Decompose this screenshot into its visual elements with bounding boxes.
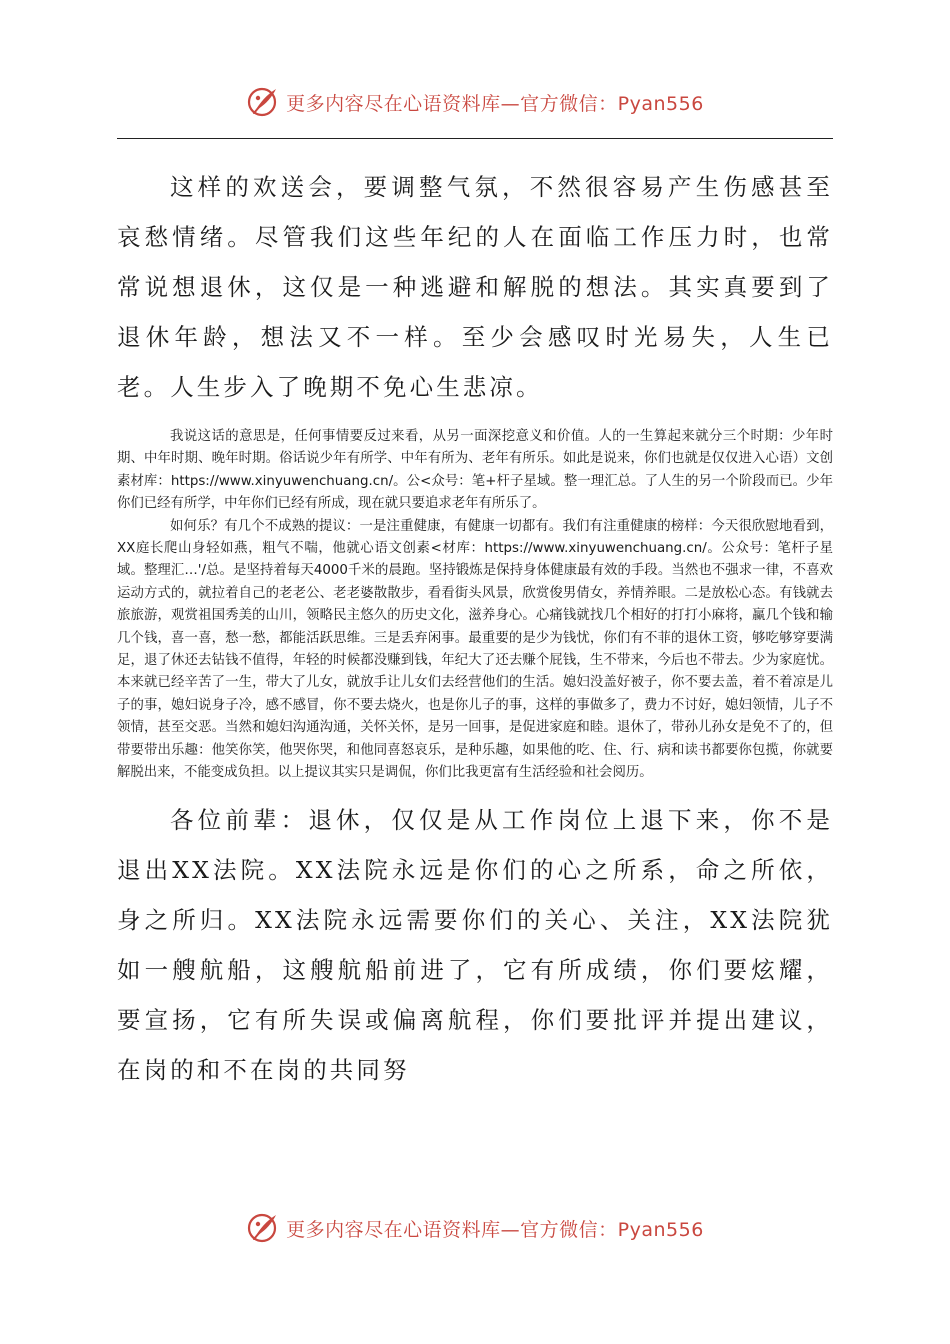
paragraph-suggestions: 如何乐？有几个不成熟的提议：一是注重健康，有健康一切都有。我们有注重健康的榜样：今天很欣慰地看到，XX庭长爬山身轻如燕，粗气不喘，他就心语文创素<材库：https://www.xinyuwenchuang.cn/。公众号：笔杆子星域。整理汇…'/总。是坚持着每天4000千米的晨跑。坚持锻炼是保持身体健康最有效的手段。当然也不强求一律，不喜欢运动方式的，就拉着自己的老老公、老老婆散散步，看看街头风景，欣赏俊男倩女，养情养眼。二是放松心态。有钱就去旅旅游，观赏祖国秀美的山川，领略民主悠久的历史文化，滋养身心。心痛钱就找几个相好的打打小麻将，赢几个钱和输几个钱，喜一喜，愁一愁，都能活跃思维。三是丢弃闲事。最重要的是少为钱忧，你们有不菲的退休工资，够吃够穿要满足，退了休还去钻钱不值得，年轻的时候都没赚到钱，年纪大了还去赚个屁钱，生不带来，今后也不带去。少为家庭忧。本来就已经辛苦了一生，带大了儿女，就放手让儿女们去经营他们的生活。媳妇没盖好被子，你不要去盖，着不着凉是儿子的事，媳妇说身子冷，感不感冒，你不要去烧火，也是你儿子的事，这样的事做多了，费力不讨好，媳妇领情，儿子不领情，甚至交恶。当然和媳妇沟通沟通，关怀关怀，是另一回事，是促进家庭和睦。退休了，带孙儿孙女是免不了的，但带要带出乐趣：他笑你笑，他哭你哭，和他同喜怒哀乐，是种乐趣，如果他的吃、住、行、病和读书都要你包揽，你就要解脱出来，不能变成负担。以上提议其实只是调侃，你们比我更富有生活经验和社会阅历。: [117, 518, 833, 781]
document-body: [117, 162, 833, 1095]
header-divider: [117, 138, 833, 139]
header-banner-text: 更多内容尽在心语资料库—官方微信：Pyan556: [286, 92, 704, 115]
footer-banner-text: 更多内容尽在心语资料库—官方微信：Pyan556: [286, 1218, 704, 1241]
quill-circle-logo-icon: [246, 85, 280, 119]
quill-circle-logo-icon: [246, 1211, 280, 1245]
paragraph-farewell-atmosphere: 这样的欢送会，要调整气氛，不然很容易产生伤感甚至哀愁情绪。尽管我们这些年纪的人在面临工作压力时，也常常说想退休，这仅是一种逃避和解脱的想法。其实真要到了退休年龄，想法又不一样。至少会感叹时光易失，人生已老。人生步入了晚期不免心生悲凉。: [117, 173, 833, 401]
paragraph-life-stages: 我说这话的意思是，任何事情要反过来看，从另一面深挖意义和价值。人的一生算起来就分三个时期：少年时期、中年时期、晚年时期。俗话说少年有所学、中年有所为、老年有所乐。如此是说来，你们也就是仅仅进入心语）文创素材库：https://www.xinyuwenchuang.cn/。公<众号：笔+杆子星域。整一理汇总。了人生的另一个阶段而已。少年你们已经有所学，中年你们已经有所成，现在就只要追求老年有所乐了。: [117, 429, 833, 512]
footer-banner: [0, 1206, 950, 1250]
header-banner: [0, 80, 950, 124]
paragraph-seniors-court: 各位前辈：退休，仅仅是从工作岗位上退下来，你不是退出XX法院。XX法院永远是你们的心之所系，命之所依，身之所归。XX法院永远需要你们的关心、关注，XX法院犹如一艘航船，这艘航船前进了，它有所成绩，你们要炫耀，要宣扬，它有所失误或偏离航程，你们要批评并提出建议，在岗的和不在岗的共同努: [117, 805, 833, 1084]
